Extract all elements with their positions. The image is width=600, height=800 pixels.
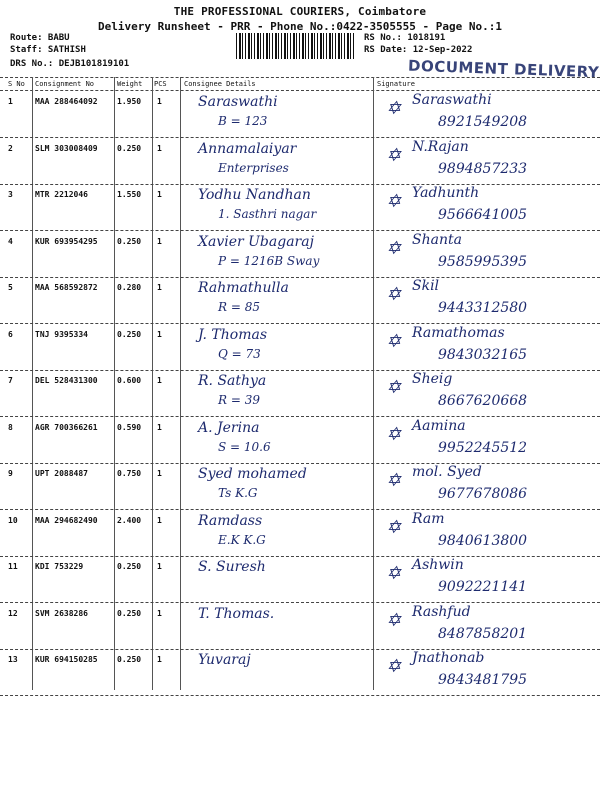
signature-mark-icon: ✡ <box>386 377 402 398</box>
drs-number: DRS No.: DEJB101819101 <box>10 59 130 69</box>
staff-label: Staff: SATHISH <box>10 45 86 55</box>
recipient-signature: Ramathomas <box>412 325 505 341</box>
row-divider <box>0 509 600 510</box>
row-pcs: 1 <box>157 330 162 339</box>
row-consignment: KDI 753229 <box>35 562 84 571</box>
recipient-signature: Ashwin <box>412 557 464 573</box>
consignee-address: P = 1216B Sway <box>218 254 320 268</box>
row-consignment: MAA 294682490 <box>35 516 98 525</box>
consignee-address: R = 39 <box>218 393 260 407</box>
row-pcs: 1 <box>157 423 162 432</box>
table-row <box>0 604 600 649</box>
row-consignment: KUR 693954295 <box>35 237 98 246</box>
recipient-phone: 8921549208 <box>438 114 528 130</box>
row-pcs: 1 <box>157 469 162 478</box>
table-top-rule <box>0 77 600 78</box>
row-weight: 0.250 <box>117 655 142 664</box>
row-pcs: 1 <box>157 376 162 385</box>
consignee-name: T. Thomas. <box>198 606 275 622</box>
row-sno: 5 <box>8 283 13 292</box>
table-row <box>0 650 600 695</box>
signature-mark-icon: ✡ <box>386 284 402 305</box>
row-divider <box>0 230 600 231</box>
row-pcs: 1 <box>157 283 162 292</box>
column-header-weight: Weight <box>117 80 143 88</box>
recipient-phone: 9840613800 <box>438 533 528 549</box>
row-consignment: DEL 528431300 <box>35 376 98 385</box>
row-sno: 4 <box>8 237 13 246</box>
consignee-name: Yodhu Nandhan <box>198 187 311 203</box>
recipient-phone: 9677678086 <box>438 486 528 502</box>
row-weight: 0.250 <box>117 144 142 153</box>
column-header-signature: Signature <box>377 80 415 88</box>
recipient-phone: 9843032165 <box>438 347 528 363</box>
consignee-name: R. Sathya <box>198 373 267 389</box>
signature-mark-icon: ✡ <box>386 238 402 259</box>
rs-number: RS No.: 1018191 <box>364 33 446 43</box>
recipient-phone: 9894857233 <box>438 161 528 177</box>
row-sno: 7 <box>8 376 13 385</box>
recipient-signature: mol. Syed <box>412 464 482 480</box>
recipient-phone: 9566641005 <box>438 207 528 223</box>
table-header-rule <box>0 90 600 91</box>
column-header-consignment: Consignment No <box>35 80 95 88</box>
row-pcs: 1 <box>157 97 162 106</box>
recipient-signature: Rashfud <box>412 604 471 620</box>
signature-mark-icon: ✡ <box>386 145 402 166</box>
row-sno: 11 <box>8 562 18 571</box>
table-row <box>0 185 600 230</box>
consignee-address: E.K K.G <box>218 533 266 547</box>
row-pcs: 1 <box>157 609 162 618</box>
consignee-address: Ts K.G <box>218 486 258 500</box>
row-weight: 0.250 <box>117 237 142 246</box>
consignee-name: Xavier Ubagaraj <box>198 234 314 250</box>
consignee-address: 1. Sasthri nagar <box>218 207 317 221</box>
table-row <box>0 325 600 370</box>
table-row <box>0 278 600 323</box>
recipient-phone: 8487858201 <box>438 626 528 642</box>
row-pcs: 1 <box>157 237 162 246</box>
row-consignment: MAA 568592872 <box>35 283 98 292</box>
column-header-sno: S No <box>8 80 25 88</box>
signature-mark-icon: ✡ <box>386 470 402 491</box>
signature-mark-icon: ✡ <box>386 656 402 677</box>
signature-mark-icon: ✡ <box>386 563 402 584</box>
row-weight: 1.550 <box>117 190 142 199</box>
signature-mark-icon: ✡ <box>386 98 402 119</box>
recipient-phone: 9843481795 <box>438 672 528 688</box>
runsheet-subtitle: Delivery Runsheet - PRR - Phone No.:0422-3505555 - Page No.:1 <box>98 20 502 33</box>
consignee-name: Annamalaiyar <box>198 141 297 157</box>
row-divider <box>0 323 600 324</box>
consignee-address: Q = 73 <box>218 347 261 361</box>
row-weight: 0.250 <box>117 609 142 618</box>
consignee-address: Enterprises <box>218 161 289 175</box>
row-pcs: 1 <box>157 516 162 525</box>
route-label: Route: BABU <box>10 33 70 43</box>
row-divider <box>0 695 600 696</box>
row-weight: 0.250 <box>117 330 142 339</box>
consignee-address: S = 10.6 <box>218 440 271 454</box>
consignee-name: Rahmathulla <box>198 280 289 296</box>
consignee-name: Syed mohamed <box>198 466 307 482</box>
row-sno: 10 <box>8 516 18 525</box>
signature-mark-icon: ✡ <box>386 331 402 352</box>
recipient-phone: 9585995395 <box>438 254 528 270</box>
row-consignment: SVM 2638286 <box>35 609 88 618</box>
row-divider <box>0 416 600 417</box>
row-weight: 0.600 <box>117 376 142 385</box>
row-weight: 1.950 <box>117 97 142 106</box>
column-header-consignee: Consignee Details <box>184 80 256 88</box>
recipient-signature: N.Rajan <box>412 139 469 155</box>
row-sno: 2 <box>8 144 13 153</box>
row-pcs: 1 <box>157 190 162 199</box>
recipient-phone: 8667620668 <box>438 393 528 409</box>
row-weight: 0.250 <box>117 562 142 571</box>
table-row <box>0 511 600 556</box>
row-consignment: MAA 288464092 <box>35 97 98 106</box>
signature-mark-icon: ✡ <box>386 517 402 538</box>
runsheet-title: THE PROFESSIONAL COURIERS, Coimbatore <box>173 5 427 18</box>
row-pcs: 1 <box>157 562 162 571</box>
recipient-phone: 9952245512 <box>438 440 528 456</box>
document-delivery-stamp: DOCUMENT DELIVERY <box>407 56 600 82</box>
consignee-name: Ramdass <box>198 513 263 529</box>
consignee-name: Yuvaraj <box>198 652 251 668</box>
row-consignment: SLM 303008409 <box>35 144 98 153</box>
recipient-signature: Shanta <box>412 232 462 248</box>
row-sno: 13 <box>8 655 18 664</box>
signature-mark-icon: ✡ <box>386 191 402 212</box>
signature-mark-icon: ✡ <box>386 424 402 445</box>
consignee-address: R = 85 <box>218 300 260 314</box>
row-weight: 0.280 <box>117 283 142 292</box>
row-weight: 2.400 <box>117 516 142 525</box>
barcode <box>236 33 356 59</box>
row-consignment: AGR 700366261 <box>35 423 98 432</box>
table-row <box>0 557 600 602</box>
recipient-signature: Skil <box>412 278 440 294</box>
recipient-signature: Aamina <box>412 418 466 434</box>
table-row <box>0 92 600 137</box>
row-consignment: KUR 694150285 <box>35 655 98 664</box>
recipient-signature: Yadhunth <box>412 185 480 201</box>
consignee-name: Saraswathi <box>198 94 278 110</box>
rs-date: RS Date: 12-Sep-2022 <box>364 45 473 55</box>
row-sno: 6 <box>8 330 13 339</box>
column-header-pcs: PCS <box>154 80 167 88</box>
row-sno: 9 <box>8 469 13 478</box>
consignee-name: J. Thomas <box>198 327 268 343</box>
recipient-signature: Saraswathi <box>412 92 492 108</box>
row-consignment: UPT 2088487 <box>35 469 88 478</box>
row-divider <box>0 137 600 138</box>
table-row <box>0 139 600 184</box>
table-row <box>0 232 600 277</box>
row-consignment: MTR 2212046 <box>35 190 88 199</box>
consignee-name: A. Jerina <box>198 420 260 436</box>
consignee-address: B = 123 <box>218 114 268 128</box>
table-row <box>0 418 600 463</box>
row-weight: 0.750 <box>117 469 142 478</box>
recipient-signature: Sheig <box>412 371 453 387</box>
row-consignment: TNJ 9395334 <box>35 330 88 339</box>
table-row <box>0 371 600 416</box>
row-pcs: 1 <box>157 144 162 153</box>
row-sno: 12 <box>8 609 18 618</box>
row-sno: 1 <box>8 97 13 106</box>
row-weight: 0.590 <box>117 423 142 432</box>
recipient-signature: Jnathonab <box>412 650 485 666</box>
consignee-name: S. Suresh <box>198 559 266 575</box>
recipient-phone: 9443312580 <box>438 300 528 316</box>
row-sno: 8 <box>8 423 13 432</box>
row-sno: 3 <box>8 190 13 199</box>
row-pcs: 1 <box>157 655 162 664</box>
signature-mark-icon: ✡ <box>386 610 402 631</box>
table-row <box>0 464 600 509</box>
row-divider <box>0 602 600 603</box>
recipient-phone: 9092221141 <box>438 579 528 595</box>
recipient-signature: Ram <box>412 511 445 527</box>
